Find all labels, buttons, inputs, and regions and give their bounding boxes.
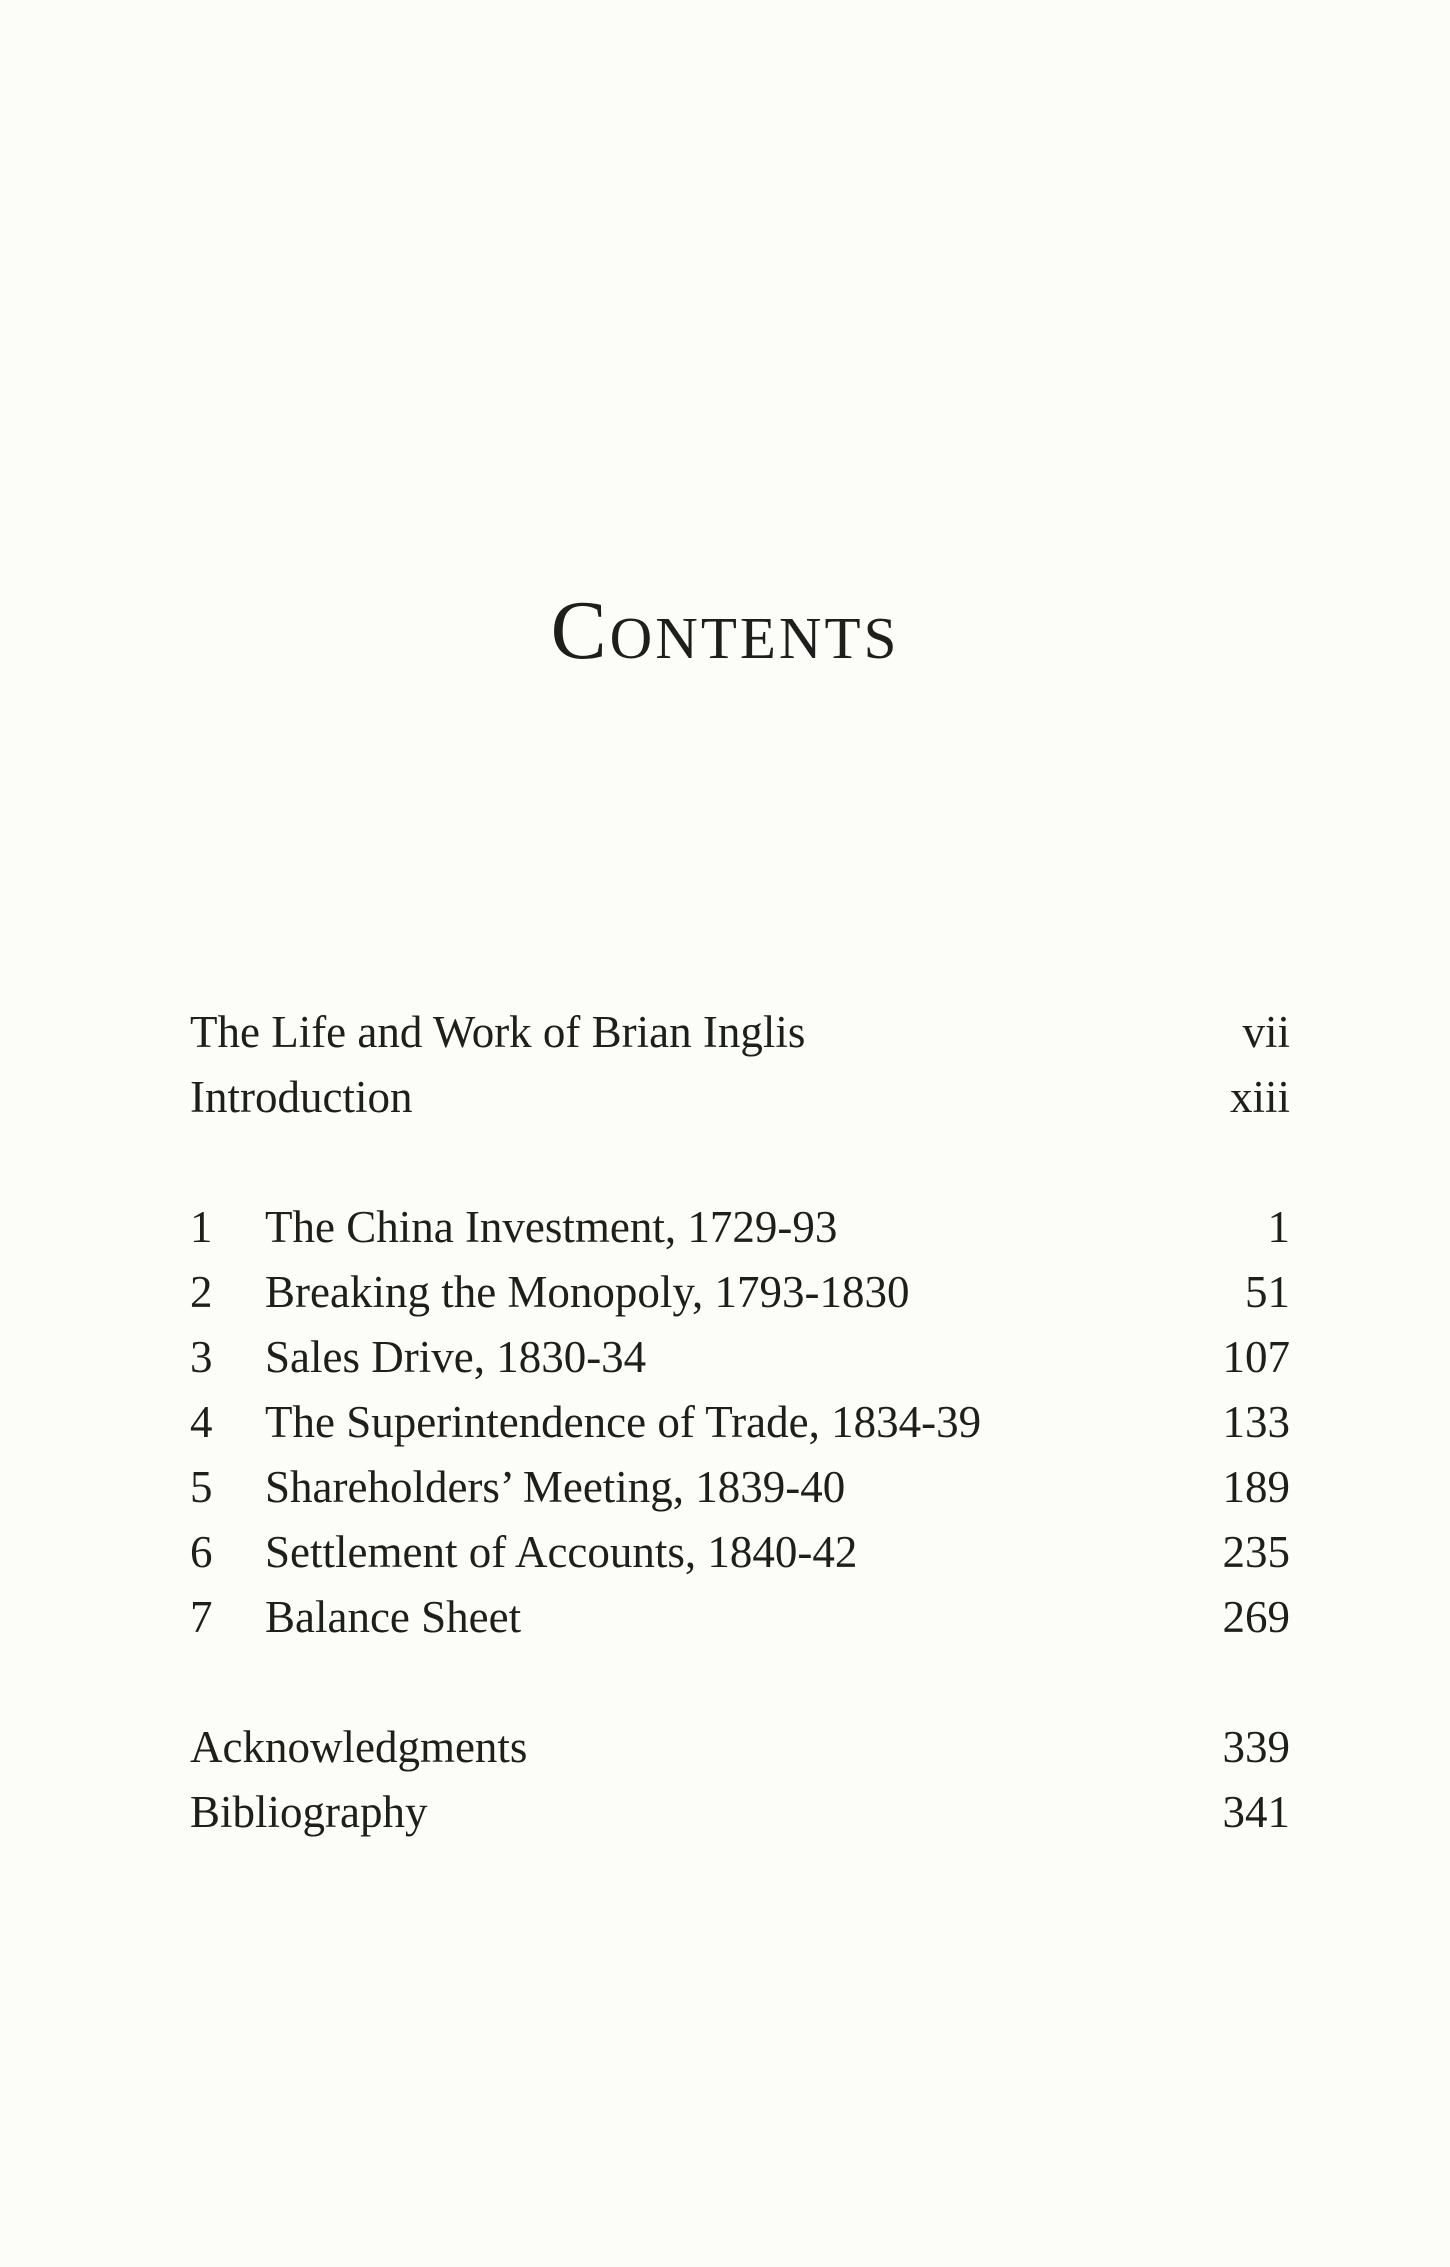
- chapter-title: Shareholders’ Meeting, 1839-40: [265, 1462, 846, 1512]
- chapter-number: 2: [190, 1267, 213, 1317]
- toc-entry-life-and-work: [190, 999, 1290, 1065]
- toc-entry-page: vii: [1242, 1007, 1290, 1057]
- chapter-title: Breaking the Monopoly, 1793-1830: [265, 1267, 910, 1317]
- toc-entry-page: 341: [1222, 1787, 1290, 1837]
- chapter-title: Balance Sheet: [265, 1592, 522, 1642]
- page-title: Contents: [550, 584, 900, 677]
- chapter-number: 7: [190, 1592, 213, 1642]
- toc-entry-label: The Life and Work of Brian Inglis: [190, 1007, 806, 1057]
- chapter-title: The China Investment, 1729-93: [265, 1202, 838, 1252]
- chapter-page: 1: [1267, 1202, 1290, 1252]
- toc-chapter-6: [190, 1519, 1290, 1585]
- chapter-page: 235: [1222, 1527, 1290, 1577]
- toc-chapter-3: [190, 1324, 1290, 1390]
- toc-chapter-2: [190, 1259, 1290, 1325]
- toc-entry-label: Acknowledgments: [190, 1722, 528, 1772]
- chapter-title: Settlement of Accounts, 1840-42: [265, 1527, 858, 1577]
- chapter-page: 51: [1245, 1267, 1290, 1317]
- toc-entry-acknowledgments: [190, 1714, 1290, 1780]
- toc-entry-label: Bibliography: [190, 1787, 428, 1837]
- toc-chapter-5: [190, 1454, 1290, 1520]
- toc-chapter-7: [190, 1584, 1290, 1650]
- toc-chapter-1: [190, 1194, 1290, 1260]
- toc-chapter-4: [190, 1389, 1290, 1455]
- chapter-page: 107: [1222, 1332, 1290, 1382]
- table-of-contents: [190, 0, 1290, 2267]
- chapter-page: 189: [1222, 1462, 1290, 1512]
- toc-entry-label: Introduction: [190, 1072, 413, 1122]
- toc-entry-introduction: [190, 1064, 1290, 1130]
- chapter-number: 4: [190, 1397, 213, 1447]
- chapter-number: 5: [190, 1462, 213, 1512]
- toc-entry-page: 339: [1222, 1722, 1290, 1772]
- chapter-title: Sales Drive, 1830-34: [265, 1332, 647, 1382]
- toc-entry-page: xiii: [1229, 1072, 1290, 1122]
- chapter-number: 1: [190, 1202, 213, 1252]
- chapter-title: The Superintendence of Trade, 1834-39: [265, 1397, 982, 1447]
- toc-entry-bibliography: [190, 1779, 1290, 1845]
- chapter-page: 133: [1222, 1397, 1290, 1447]
- chapter-number: 6: [190, 1527, 213, 1577]
- chapter-page: 269: [1222, 1592, 1290, 1642]
- chapter-number: 3: [190, 1332, 213, 1382]
